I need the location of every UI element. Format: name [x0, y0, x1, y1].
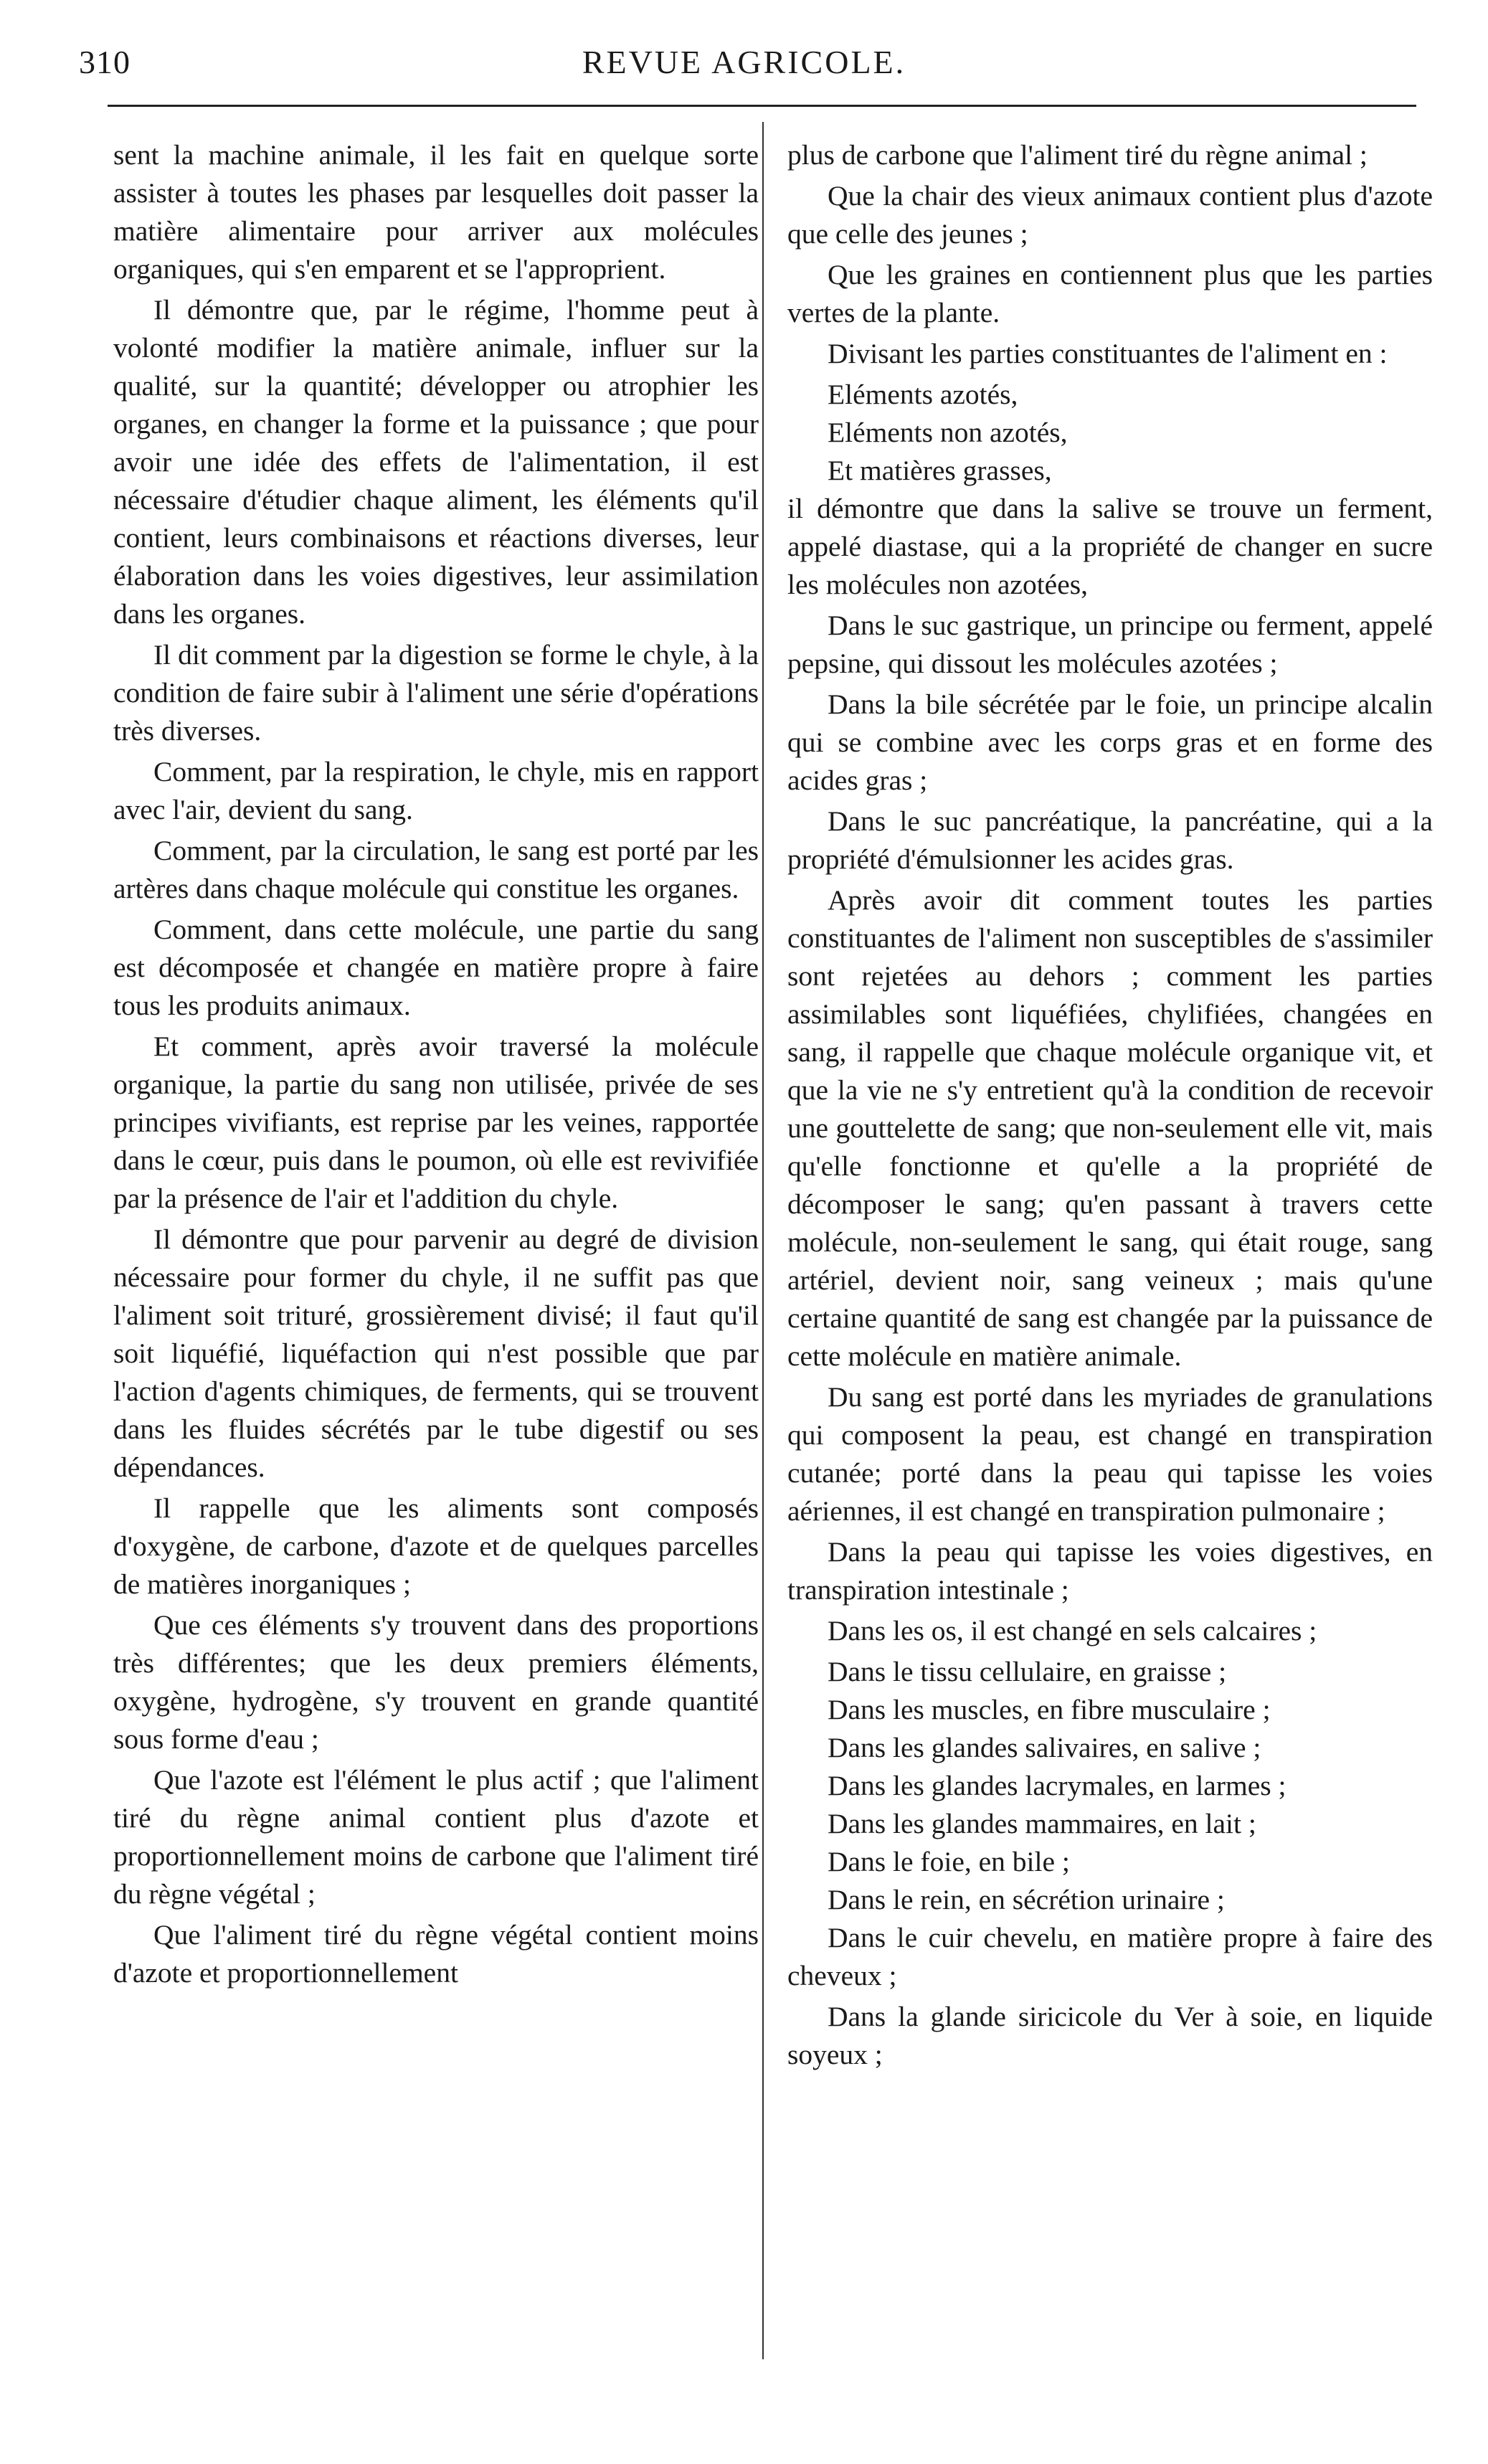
paragraph: Il dit comment par la digestion se forme le chyle, à la condition de faire subir à l'aliment une série d'opérations très diverses. — [113, 639, 759, 747]
paragraph: Comment, par la circulation, le sang est porté par les artères dans chaque molécule qui constitue les organes. — [113, 835, 759, 904]
paragraph: Dans le tissu cellulaire, en graisse ; — [828, 1656, 1227, 1687]
paragraph: Dans le cuir chevelu, en matière propre à faire des cheveux ; — [787, 1922, 1433, 1991]
paragraph: plus de carbone que l'aliment tiré du règne animal ; — [787, 139, 1368, 171]
paragraph: Après avoir dit comment toutes les parties constituantes de l'aliment non susceptibles de s'assimiler sont rejetées au dehors ; comment les parties assimilables sont liquéfiées, chylifiées, changées en sang, il rappelle que chaque molécule organique vit, et que la vie ne s'y entretient qu'à la condition de recevoir une gouttelette de sang; que non-seulement elle vit, mais qu'elle fonctionne et qu'elle a la propriété de décomposer le sang; qu'en passant à travers cette molécule, non-seulement le sang, qui était rouge, sang artériel, devient noir, sang veineux ; mais qu'une certaine quantité de sang est changée par la puissance de cette molécule en matière animale. — [787, 884, 1433, 1372]
paragraph: Que l'azote est l'élément le plus actif ; que l'aliment tiré du règne animal contient plus d'azote et proportionnellement moins de carbone que l'aliment tiré du règne végétal ; — [113, 1764, 759, 1910]
paragraph: Eléments azotés, — [828, 379, 1018, 410]
paragraph: Dans les muscles, en fibre musculaire ; — [828, 1694, 1271, 1725]
paragraph: Dans la glande siricicole du Ver à soie, en liquide soyeux ; — [787, 2001, 1433, 2070]
page-number: 310 — [79, 44, 131, 80]
paragraph: il démontre que dans la salive se trouve un ferment, appelé diastase, qui a la propriété de changer en sucre les molécules non azotées, — [787, 493, 1433, 600]
right-column — [787, 136, 1433, 2077]
paragraph: Il rappelle que les aliments sont composés d'oxygène, de carbone, d'azote et de quelques parcelles de matières inorganiques ; — [113, 1492, 759, 1600]
paragraph: Dans les glandes lacrymales, en larmes ; — [828, 1770, 1286, 1801]
running-head: REVUE AGRICOLE. — [582, 44, 906, 80]
column-rule — [762, 122, 764, 2359]
paragraph: Que l'aliment tiré du règne végétal contient moins d'azote et proportionnellement — [113, 1919, 759, 1989]
paragraph: Eléments non azotés, — [828, 417, 1068, 448]
header-rule — [108, 105, 1416, 107]
paragraph: Dans le foie, en bile ; — [828, 1846, 1070, 1877]
paragraph: Divisant les parties constituantes de l'aliment en : — [828, 338, 1388, 369]
paragraph: Comment, par la respiration, le chyle, mis en rapport avec l'air, devient du sang. — [113, 756, 759, 825]
paragraph: Que la chair des vieux animaux contient plus d'azote que celle des jeunes ; — [787, 180, 1433, 250]
paragraph: Dans les os, il est changé en sels calcaires ; — [828, 1615, 1317, 1646]
paragraph: Dans les glandes salivaires, en salive ; — [828, 1732, 1261, 1763]
paragraph: Que ces éléments s'y trouvent dans des proportions très différentes; que les deux premiers éléments, oxygène, hydrogène, s'y trouvent en grande quantité sous forme d'eau ; — [113, 1609, 759, 1755]
paragraph: sent la machine animale, il les fait en quelque sorte assister à toutes les phases par lesquelles doit passer la matière alimentaire pour arriver aux molécules organiques, qui s'en emparent et se l'approprient. — [113, 139, 759, 285]
paragraph: Comment, dans cette molécule, une partie du sang est décomposée et changée en matière propre à faire tous les produits animaux. — [113, 914, 759, 1021]
paragraph: Et comment, après avoir traversé la molécule organique, la partie du sang non utilisée, privée de ses principes vivifiants, est reprise par les veines, rapportée dans le cœur, puis dans le poumon, où elle est revivifiée par la présence de l'air et l'addition du chyle. — [113, 1030, 759, 1214]
paragraph: Il démontre que, par le régime, l'homme peut à volonté modifier la matière animale, influer sur la qualité, sur la quantité; développer ou atrophier les organes, en changer la forme et la puissance ; que pour avoir une idée des effets de l'alimentation, il est nécessaire d'étudier chaque aliment, les éléments qu'il contient, leurs combinaisons et réactions diverses, leur élaboration dans les voies digestives, leur assimilation dans les organes. — [113, 294, 759, 630]
paragraph: Dans les glandes mammaires, en lait ; — [828, 1808, 1256, 1839]
paragraph: Et matières grasses, — [828, 455, 1052, 486]
paragraph: Dans le rein, en sécrétion urinaire ; — [828, 1884, 1225, 1915]
paragraph: Il démontre que pour parvenir au degré de division nécessaire pour former du chyle, il ne suffit pas que l'aliment soit trituré, grossièrement divisé; il faut qu'il soit liquéfié, liquéfaction qui n'est possible que par l'action d'agents chimiques, de ferments, qui se trouvent dans les fluides sécrétés par le tube digestif ou ses dépendances. — [113, 1223, 759, 1483]
paragraph: Du sang est porté dans les myriades de granulations qui composent la peau, est changé en transpiration cutanée; porté dans la peau qui tapisse les voies aériennes, il est changé en transpiration pulmonaire ; — [787, 1381, 1433, 1527]
paragraph: Dans le suc pancréatique, la pancréatine, qui a la propriété d'émulsionner les acides gras. — [787, 805, 1433, 875]
left-column — [113, 136, 759, 1995]
paragraph: Dans le suc gastrique, un principe ou ferment, appelé pepsine, qui dissout les molécules azotées ; — [787, 610, 1433, 679]
paragraph: Que les graines en contiennent plus que les parties vertes de la plante. — [787, 259, 1433, 328]
paragraph: Dans la bile sécrétée par le foie, un principe alcalin qui se combine avec les corps gras et en forme des acides gras ; — [787, 688, 1433, 796]
paragraph: Dans la peau qui tapisse les voies digestives, en transpiration intestinale ; — [787, 1536, 1433, 1606]
